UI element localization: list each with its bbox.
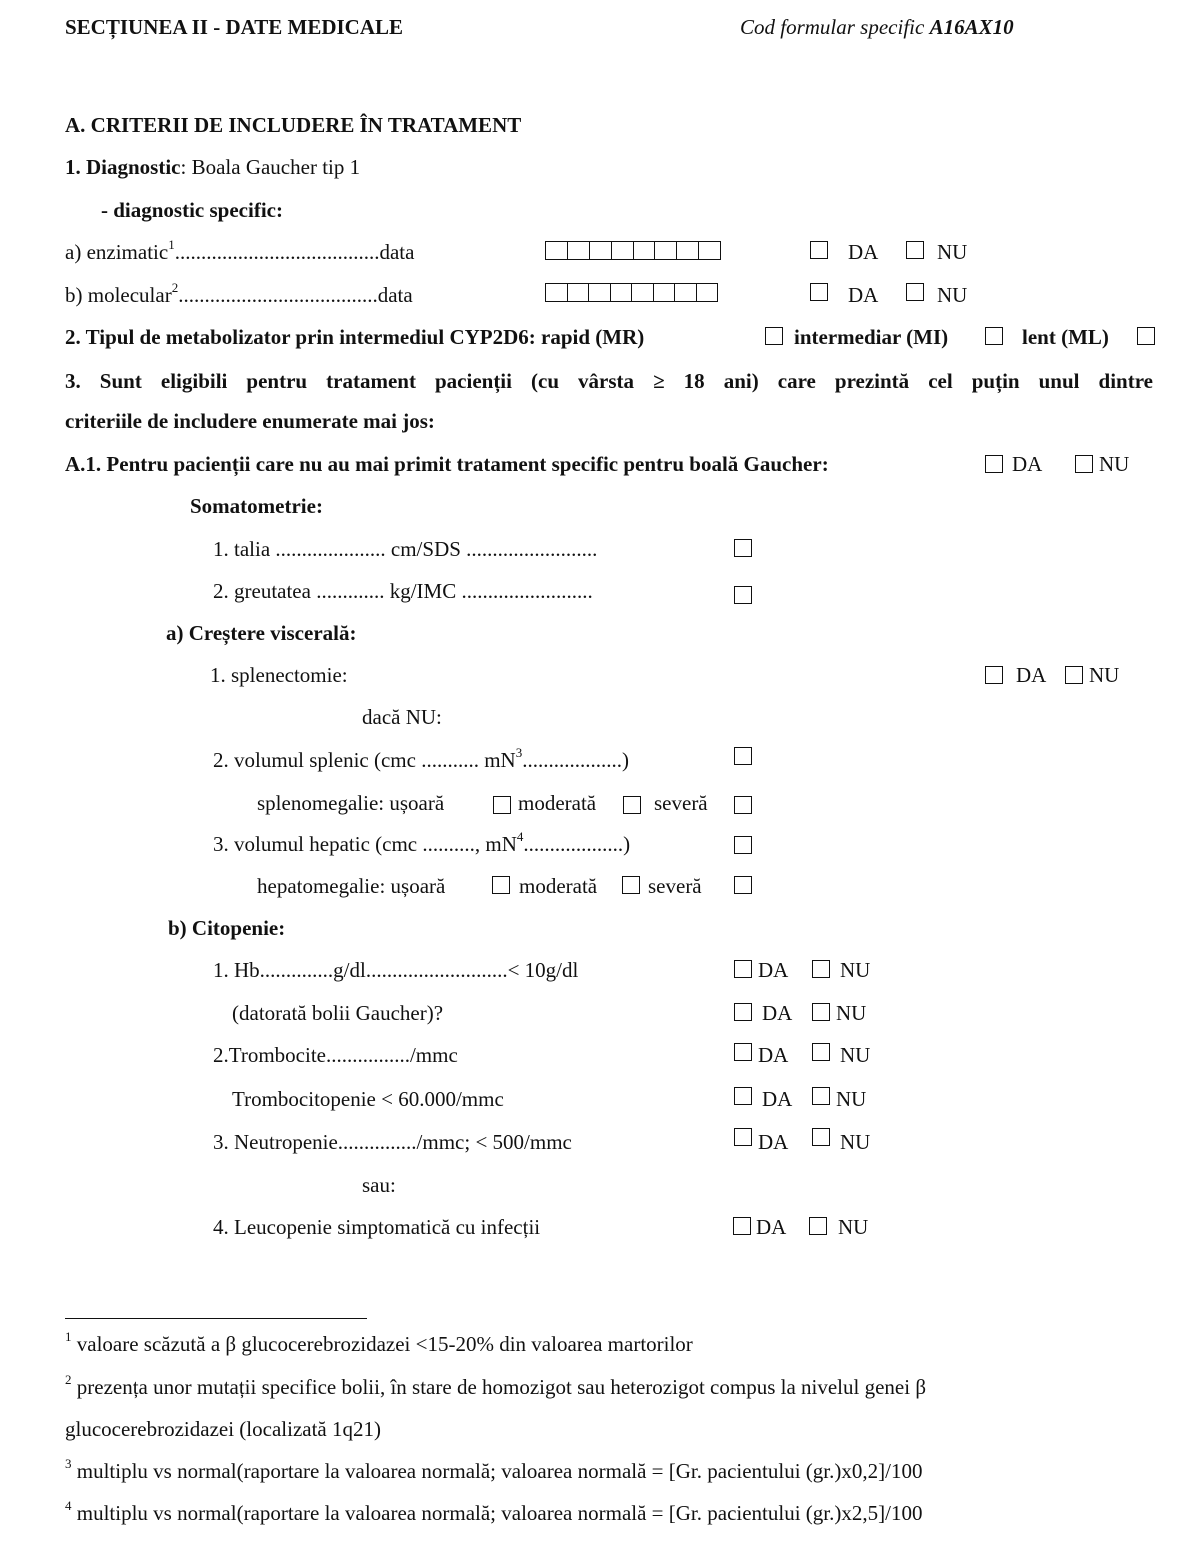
eligibility-line-1: 3. Sunt eligibili pentru tratament pacienții (cu vârsta ≥ 18 ani) care prezintă cel puțin unul dintre <box>65 369 1153 393</box>
section-title: SECȚIUNEA II - DATE MEDICALE <box>65 15 404 39</box>
splenomegalie-severa-label: severă <box>654 791 708 815</box>
neutropenie-line: 3. Neutropenie.............../mmc; < 500/mmc <box>213 1130 572 1154</box>
splenomegalie-usoara-checkbox[interactable] <box>493 796 511 814</box>
hepatomegalie-moderata-checkbox[interactable] <box>622 876 640 894</box>
form-code-label: Cod formular specific <box>740 15 925 39</box>
footnote-4-text: multiplu vs normal(raportare la valoarea normală; valoarea normală = [Gr. pacientului (gr.)x2,5]/100 <box>71 1501 923 1525</box>
specific-diagnostic-label: - diagnostic specific: <box>101 198 283 222</box>
footnote-3-mark: 3 <box>65 1456 72 1471</box>
splenomegalie-label: splenomegalie: ușoară <box>257 791 445 815</box>
datorata-da-label: DA <box>762 1001 793 1025</box>
splenectomie-nu-checkbox[interactable] <box>1065 666 1083 684</box>
diagnostic-value: : Boala Gaucher tip 1 <box>180 155 361 179</box>
leucopenie-line: 4. Leucopenie simptomatică cu infecții <box>213 1215 541 1239</box>
a1-nu-label: NU <box>1099 452 1130 476</box>
footnote-2 <box>65 1372 927 1399</box>
metabolizer-lent-checkbox[interactable] <box>1137 327 1155 345</box>
a1-da-label: DA <box>1012 452 1043 476</box>
leucopenie-nu-label: NU <box>838 1215 869 1239</box>
metabolizer-label: 2. Tipul de metabolizator prin intermediul CYP2D6: rapid (MR) <box>65 325 645 349</box>
footnote-1-mark: 1 <box>65 1329 72 1344</box>
trombocite-da-checkbox[interactable] <box>734 1043 752 1061</box>
footnote-3-text: multiplu vs normal(raportare la valoarea normală; valoarea normală = [Gr. pacientului (gr.)x0,2]/100 <box>71 1459 923 1483</box>
citopenie-title: b) Citopenie: <box>168 916 286 940</box>
enzimatic-date-field[interactable] <box>545 241 721 260</box>
volum-hepatic-dots: ...................) <box>523 832 631 856</box>
enzimatic-nu-label: NU <box>937 240 968 264</box>
neutropenie-nu-checkbox[interactable] <box>812 1128 830 1146</box>
neutropenie-da-checkbox[interactable] <box>734 1128 752 1146</box>
trombocite-line: 2.Trombocite................/mmc <box>213 1043 458 1067</box>
molecular-nu-checkbox[interactable] <box>906 283 924 301</box>
neutropenie-da-label: DA <box>758 1130 789 1154</box>
splenectomie-da-checkbox[interactable] <box>985 666 1003 684</box>
splenomegalie-moderata-label: moderată <box>518 791 597 815</box>
talia-checkbox[interactable] <box>734 539 752 557</box>
trombocitopenie-nu-label: NU <box>836 1087 867 1111</box>
form-code <box>740 17 1014 38</box>
sau-label: sau: <box>362 1173 396 1197</box>
molecular-nu-label: NU <box>937 283 968 307</box>
molecular-dots: ......................................data <box>178 283 413 307</box>
molecular-line <box>65 280 413 307</box>
a1-label: A.1. Pentru pacienții care nu au mai primit tratament specific pentru boală Gaucher: <box>65 452 829 476</box>
a1-da-checkbox[interactable] <box>985 455 1003 473</box>
enzimatic-da-checkbox[interactable] <box>810 241 828 259</box>
a1-nu-checkbox[interactable] <box>1075 455 1093 473</box>
enzimatic-dots: .......................................data <box>174 240 415 264</box>
hb-line: 1. Hb..............g/dl...........................< 10g/dl <box>213 958 579 982</box>
hepatomegalie-label: hepatomegalie: ușoară <box>257 874 446 898</box>
form-code-value: A16AX10 <box>929 15 1014 39</box>
leucopenie-da-label: DA <box>756 1215 787 1239</box>
hepatomegalie-usoara-checkbox[interactable] <box>492 876 510 894</box>
trombocitopenie-nu-checkbox[interactable] <box>812 1087 830 1105</box>
splenectomie-nu-label: NU <box>1089 663 1120 687</box>
splenectomie-da-label: DA <box>1016 663 1047 687</box>
footnote-ref-2: 2 <box>171 280 179 295</box>
trombocite-da-label: DA <box>758 1043 789 1067</box>
trombocitopenie-line: Trombocitopenie < 60.000/mmc <box>232 1087 504 1111</box>
enzimatic-label: a) enzimatic <box>65 240 169 264</box>
trombocite-nu-label: NU <box>840 1043 871 1067</box>
footnote-ref-1: 1 <box>168 237 175 252</box>
volum-splenic-label: 2. volumul splenic (cmc ........... mN <box>213 748 516 772</box>
diagnostic-label: 1. Diagnostic <box>65 155 181 179</box>
molecular-da-label: DA <box>848 283 879 307</box>
molecular-da-checkbox[interactable] <box>810 283 828 301</box>
metabolizer-intermediar-checkbox[interactable] <box>985 327 1003 345</box>
talia-line: 1. talia ..................... cm/SDS ......................... <box>213 537 598 561</box>
enzimatic-da-label: DA <box>848 240 879 264</box>
footnote-4-mark: 4 <box>65 1498 72 1513</box>
splenomegalie-severa-checkbox[interactable] <box>734 796 752 814</box>
hepatomegalie-moderata-label: moderată <box>519 874 598 898</box>
leucopenie-nu-checkbox[interactable] <box>809 1217 827 1235</box>
hb-da-label: DA <box>758 958 789 982</box>
footnote-2-mark: 2 <box>65 1372 72 1387</box>
criteria-title: A. CRITERII DE INCLUDERE ÎN TRATAMENT <box>65 113 522 137</box>
hb-nu-checkbox[interactable] <box>812 960 830 978</box>
molecular-label: b) molecular <box>65 283 172 307</box>
footnote-separator <box>65 1318 367 1319</box>
datorata-da-checkbox[interactable] <box>734 1003 752 1021</box>
somatometrie-title: Somatometrie: <box>190 494 323 518</box>
trombocitopenie-da-label: DA <box>762 1087 793 1111</box>
volum-splenic-line <box>213 745 629 772</box>
metabolizer-rapid-checkbox[interactable] <box>765 327 783 345</box>
greutatea-line: 2. greutatea ............. kg/IMC ......................... <box>213 579 593 603</box>
volum-splenic-checkbox[interactable] <box>734 747 752 765</box>
hb-da-checkbox[interactable] <box>734 960 752 978</box>
trombocite-nu-checkbox[interactable] <box>812 1043 830 1061</box>
diagnostic-line <box>65 157 360 178</box>
metabolizer-intermediar-label: intermediar (MI) <box>794 325 949 349</box>
leucopenie-da-checkbox[interactable] <box>733 1217 751 1235</box>
volum-hepatic-checkbox[interactable] <box>734 836 752 854</box>
daca-nu-label: dacă NU: <box>362 705 442 729</box>
molecular-date-field[interactable] <box>545 283 718 302</box>
footnote-2-text: prezența unor mutații specifice bolii, în stare de homozigot sau heterozigot compus la nivelul genei β <box>71 1375 927 1399</box>
datorata-nu-checkbox[interactable] <box>812 1003 830 1021</box>
footnote-1-text: valoare scăzută a β glucocerebrozidazei <15-20% din valoarea martorilor <box>71 1332 693 1356</box>
footnote-1 <box>65 1329 693 1356</box>
trombocitopenie-da-checkbox[interactable] <box>734 1087 752 1105</box>
metabolizer-lent-label: lent (ML) <box>1022 325 1109 349</box>
splenectomie-label: 1. splenectomie: <box>210 663 348 687</box>
volum-hepatic-line <box>213 829 631 856</box>
eligibility-line-2: criteriile de includere enumerate mai jos: <box>65 409 435 433</box>
crestere-viscerala-title: a) Creștere viscerală: <box>166 621 357 645</box>
enzimatic-nu-checkbox[interactable] <box>906 241 924 259</box>
volum-splenic-dots: ...................) <box>522 748 629 772</box>
footnote-3 <box>65 1456 923 1483</box>
datorata-nu-label: NU <box>836 1001 867 1025</box>
hepatomegalie-severa-checkbox[interactable] <box>734 876 752 894</box>
hb-nu-label: NU <box>840 958 871 982</box>
splenomegalie-moderata-checkbox[interactable] <box>623 796 641 814</box>
enzimatic-line <box>65 237 415 264</box>
footnote-2-continued: glucocerebrozidazei (localizată 1q21) <box>65 1417 381 1441</box>
volum-hepatic-label: 3. volumul hepatic (cmc .........., mN <box>213 832 517 856</box>
neutropenie-nu-label: NU <box>840 1130 871 1154</box>
footnote-ref-3: 3 <box>515 745 523 760</box>
hepatomegalie-severa-label: severă <box>648 874 702 898</box>
datorata-line: (datorată bolii Gaucher)? <box>232 1001 444 1025</box>
greutatea-checkbox[interactable] <box>734 586 752 604</box>
footnote-ref-4: 4 <box>516 829 524 844</box>
footnote-4 <box>65 1498 923 1525</box>
